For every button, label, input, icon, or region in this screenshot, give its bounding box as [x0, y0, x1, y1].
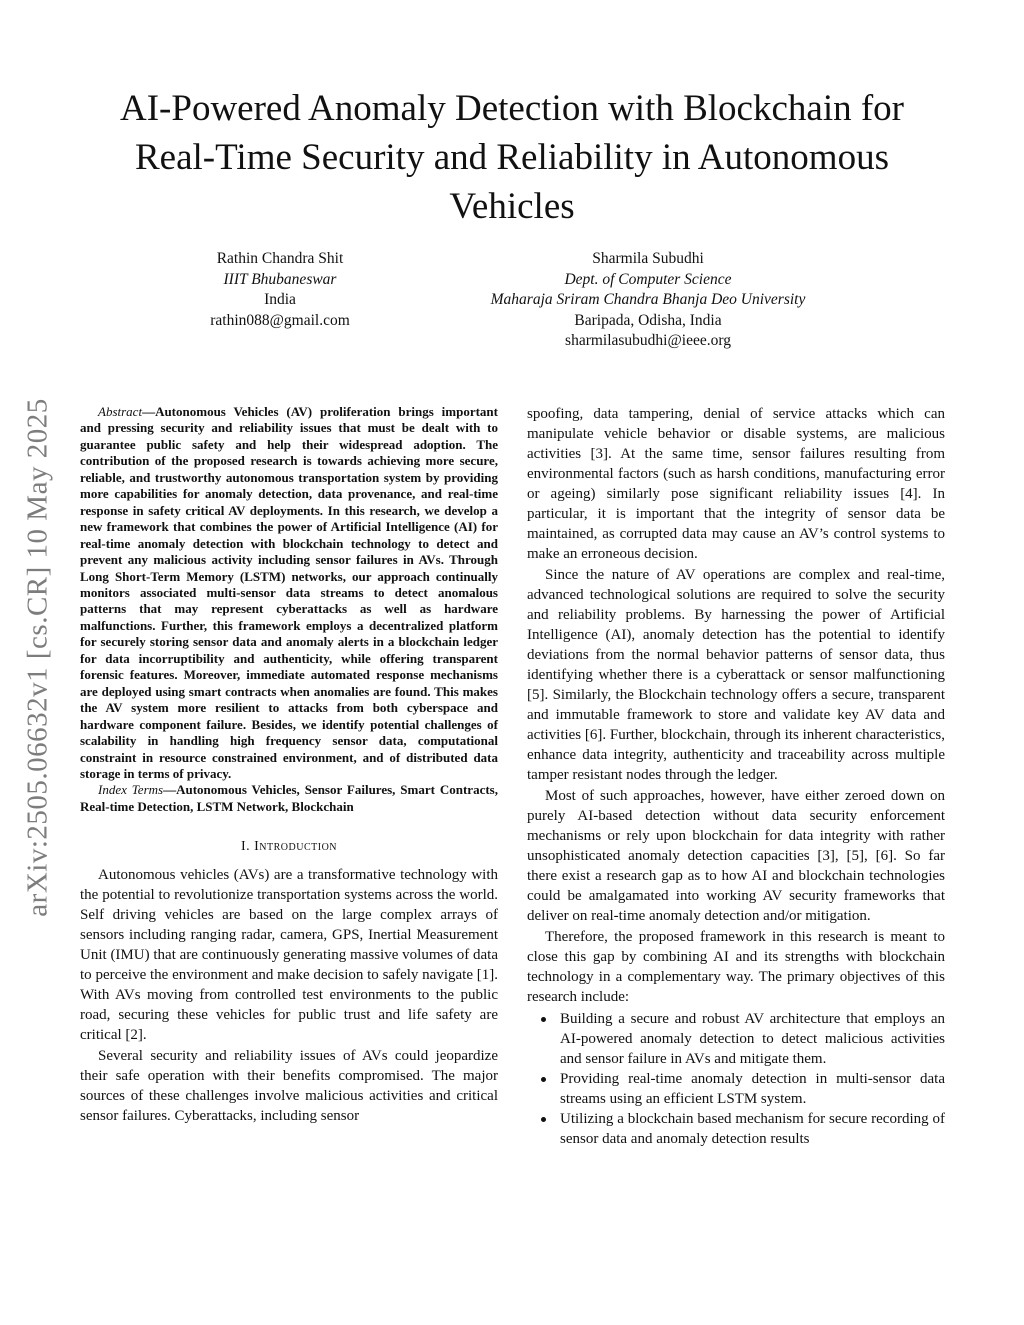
list-item-text: Building a secure and robust AV architecture that employs an AI-powered anomaly detection to detect malicious activities and sensor failure in AVs and mitigate them.: [560, 1011, 945, 1067]
arxiv-stamp-text: arXiv:2505.06632v1 [cs.CR] 10 May 2025: [21, 397, 54, 917]
paragraph: Autonomous vehicles (AVs) are a transformative technology with the potential to revolutionize transportation systems across the world. Self driving vehicles are based on the large complex arrays of sensors including ranging radar, camera, GPS, Inertial Measurement Unit (IMU) that are continuously generating massive volumes of data to perceive the environment and make decision to safely navigate [1]. With AVs moving from controlled test environments to the public road, securing these vehicles for public trust and life safety are critical [2].: [80, 867, 498, 1044]
list-item-text: Utilizing a blockchain based mechanism for secure recording of sensor data and anomaly detection results: [560, 1111, 945, 1147]
paper-title: AI-Powered Anomaly Detection with Blockchain for Real-Time Security and Reliability in Autonomous Vehicles: [120, 88, 904, 227]
objectives-list: [527, 1009, 945, 1149]
author-department: Dept. of Computer Science: [564, 270, 732, 288]
paragraph: Since the nature of AV operations are complex and real-time, advanced technological solutions are required to solve the security and reliability problems. By harnessing the power of Artificial Intelligence (AI), anomaly detection has the potential to identify deviations from the normal behavior patterns of sensor data, thus identifying whether there is a cyberattack or sensor malfunctioning [5]. Similarly, the Blockchain technology offers a secure, transparent and immutable framework to store and validate key AV data and activities [6]. Further, blockchain, through its inherent characteristics, enhance data integrity, authenticity and traceability across multiple tamper resistant nodes through the ledger.: [527, 567, 946, 783]
right-column: [527, 404, 945, 1149]
author-block: [462, 249, 834, 352]
bullet-icon: [541, 1117, 546, 1122]
abstract: [80, 404, 498, 782]
left-column: [80, 404, 498, 1127]
author-name: Sharmila Subudhi: [592, 250, 704, 267]
author-email: rathin088@gmail.com: [210, 311, 350, 329]
index-terms: [80, 782, 498, 815]
author-email: sharmilasubudhi@ieee.org: [565, 332, 731, 349]
section-heading: [80, 837, 498, 857]
abstract-label: Abstract: [98, 404, 143, 419]
paragraph: Therefore, the proposed framework in this research is meant to close this gap by combining AI and its strengths with blockchain technology in a complementary way. The primary objectives of this research include:: [527, 929, 945, 1005]
list-item: [527, 1109, 945, 1149]
arxiv-stamp: [8, 352, 68, 962]
section-title: Introduction: [254, 839, 338, 855]
paragraph: Several security and reliability issues of AVs could jeopardize their safe operation with their benefits compromised. The major sources of these challenges involve malicious activities and critical sensor failures. Cyberattacks, including sensor: [80, 1048, 498, 1125]
list-item: [527, 1009, 945, 1069]
bullet-icon: [541, 1077, 546, 1082]
author-block: [180, 249, 380, 331]
list-item: [527, 1069, 945, 1109]
author-name: Rathin Chandra Shit: [216, 250, 344, 267]
bullet-icon: [541, 1017, 546, 1022]
index-terms-label: Index Terms: [98, 782, 164, 798]
paragraph: spoofing, data tampering, denial of service attacks which can manipulate vehicle behavior or disable systems, are malicious activities [3]. At the same time, sensor failures resulting from environmental factors (such as harsh conditions, manufacturing error or ageing) similarly pose significant reliability issues [4]. In particular, it is important that the integrity of sensor data be maintained, as corrupted data may cause an AV’s control systems to make an erroneous decision.: [527, 406, 945, 562]
author-affiliation: Maharaja Sriram Chandra Bhanja Deo University: [490, 291, 806, 308]
list-item-text: Providing real-time anomaly detection in multi-sensor data streams using an efficient LSTM system.: [560, 1071, 945, 1107]
author-location: India: [264, 291, 296, 308]
author-location: Baripada, Odisha, India: [574, 311, 722, 329]
paragraph: Most of such approaches, however, have either zeroed down on purely AI-based detection without data security enforcement mechanisms or rely upon blockchain for data integrity with rather unsophisticated anomaly detection capacities [3], [5], [6]. So far there exist a research gap as to how AI and blockchain technologies could be amalgamated into working AV security frameworks that deliver on real-time anomaly detection and/or mitigation.: [527, 788, 945, 924]
author-affiliation: IIIT Bhubaneswar: [223, 270, 337, 288]
abstract-text: —Autonomous Vehicles (AV) proliferation brings important and pressing security and reliability issues that must be dealt with to guarantee public safety and help their widespread adoption. The contribution of the proposed research is towards achieving more secure, reliable, and trustworthy autonomous transportation system by providing more capabilities for anomaly detection, data provenance, and real-time response in safety critical AV deployments. In this research, we develop a new framework that combines the power of Artificial Intelligence (AI) for real-time anomaly detection with blockchain technology to detect and prevent any malicious activity including sensor failures in AVs. Through Long Short-Term Memory (LSTM) networks, our approach continually monitors associated multi-sensor data streams to detect anomalous patterns that may represent cyberattacks as well as hardware malfunctions. Further, this framework employs a decentralized platform for securely storing sensor data and anomaly alerts in a blockchain ledger for data incorruptibility and authenticity, while offering transparent forensic features. Moreover, immediate automated response mechanisms are deployed using smart contracts when anomalies are found. This makes the AV system more resilient to attacks from both cyberspace and hardware component failure. Besides, we identify potential challenges of scalability in handling high frequency sensor data, computational constraint in resource constrained environment, and of distributed data storage in terms of privacy.: [80, 404, 498, 781]
index-terms-text: —Autonomous Vehicles, Sensor Failures, Smart Contracts, Real-time Detection, LSTM Network, Blockchain: [80, 782, 498, 814]
section-number: I.: [240, 839, 251, 855]
